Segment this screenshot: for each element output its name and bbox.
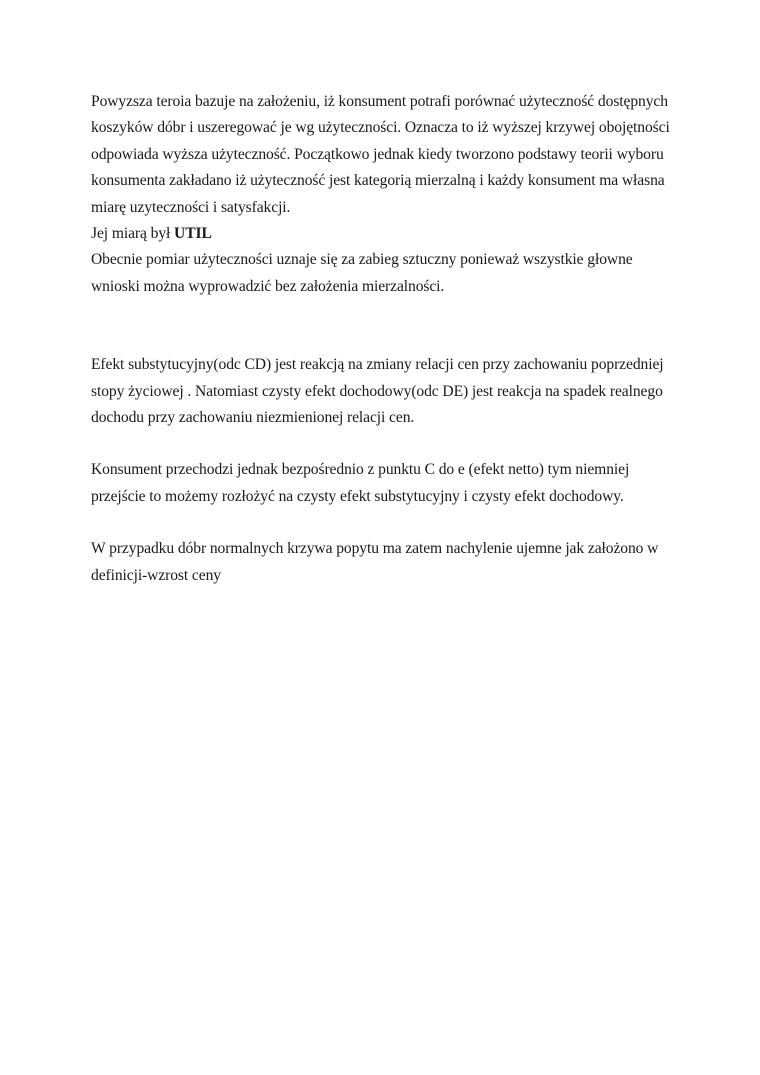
- text-line: Konsument przechodzi jednak bezpośrednio z punktu C do e (efekt netto) tym niemniej: [91, 461, 630, 479]
- text-line: Efekt substytucyjny(odc CD) jest reakcją na zmiany relacji cen przy zachowaniu poprzedniej: [91, 356, 664, 374]
- text-line: W przypadku dóbr normalnych krzywa popytu ma zatem nachylenie ujemne jak założono w: [91, 540, 659, 558]
- text-line: wnioski można wyprowadzić bez założenia mierzalności.: [91, 277, 445, 295]
- spacer: [91, 300, 681, 352]
- text-line: odpowiada wyższa użyteczność. Początkowo jednak kiedy tworzono podstawy teorii wyboru: [91, 145, 664, 163]
- util-prefix: Jej miarą był: [91, 225, 175, 243]
- document-body: [91, 89, 681, 589]
- text-line: koszyków dóbr i uszeregować je wg użyteczności. Oznacza to iż wyższej krzywej obojętności: [91, 119, 670, 137]
- paragraph-net-effect: [91, 457, 681, 510]
- util-term: UTIL: [174, 225, 212, 243]
- text-line: Obecnie pomiar użyteczności uznaje się za zabieg sztuczny ponieważ wszystkie głowne: [91, 251, 633, 269]
- paragraph-substitution-effect: [91, 352, 681, 431]
- text-line: stopy życiowej . Natomiast czysty efekt dochodowy(odc DE) jest reakcja na spadek realnego: [91, 382, 663, 400]
- paragraph-utility-theory: [91, 89, 681, 221]
- text-line: dochodu przy zachowaniu niezmienionej relacji cen.: [91, 409, 415, 427]
- spacer: [91, 431, 681, 457]
- spacer: [91, 510, 681, 536]
- text-line: miarę uzyteczności i satysfakcji.: [91, 198, 291, 216]
- util-line: [91, 221, 681, 247]
- text-line: konsumenta zakładano iż użyteczność jest kategorią mierzalną i każdy konsument ma własna: [91, 172, 665, 190]
- paragraph-measurement: [91, 247, 681, 300]
- text-line: przejście to możemy rozłożyć na czysty efekt substytucyjny i czysty efekt dochodowy.: [91, 487, 624, 505]
- text-line: definicji-wzrost ceny: [91, 566, 221, 584]
- text-line: Powyzsza teroia bazuje na założeniu, iż konsument potrafi porównać użyteczność dostępnych: [91, 93, 668, 110]
- paragraph-normal-goods: [91, 536, 681, 589]
